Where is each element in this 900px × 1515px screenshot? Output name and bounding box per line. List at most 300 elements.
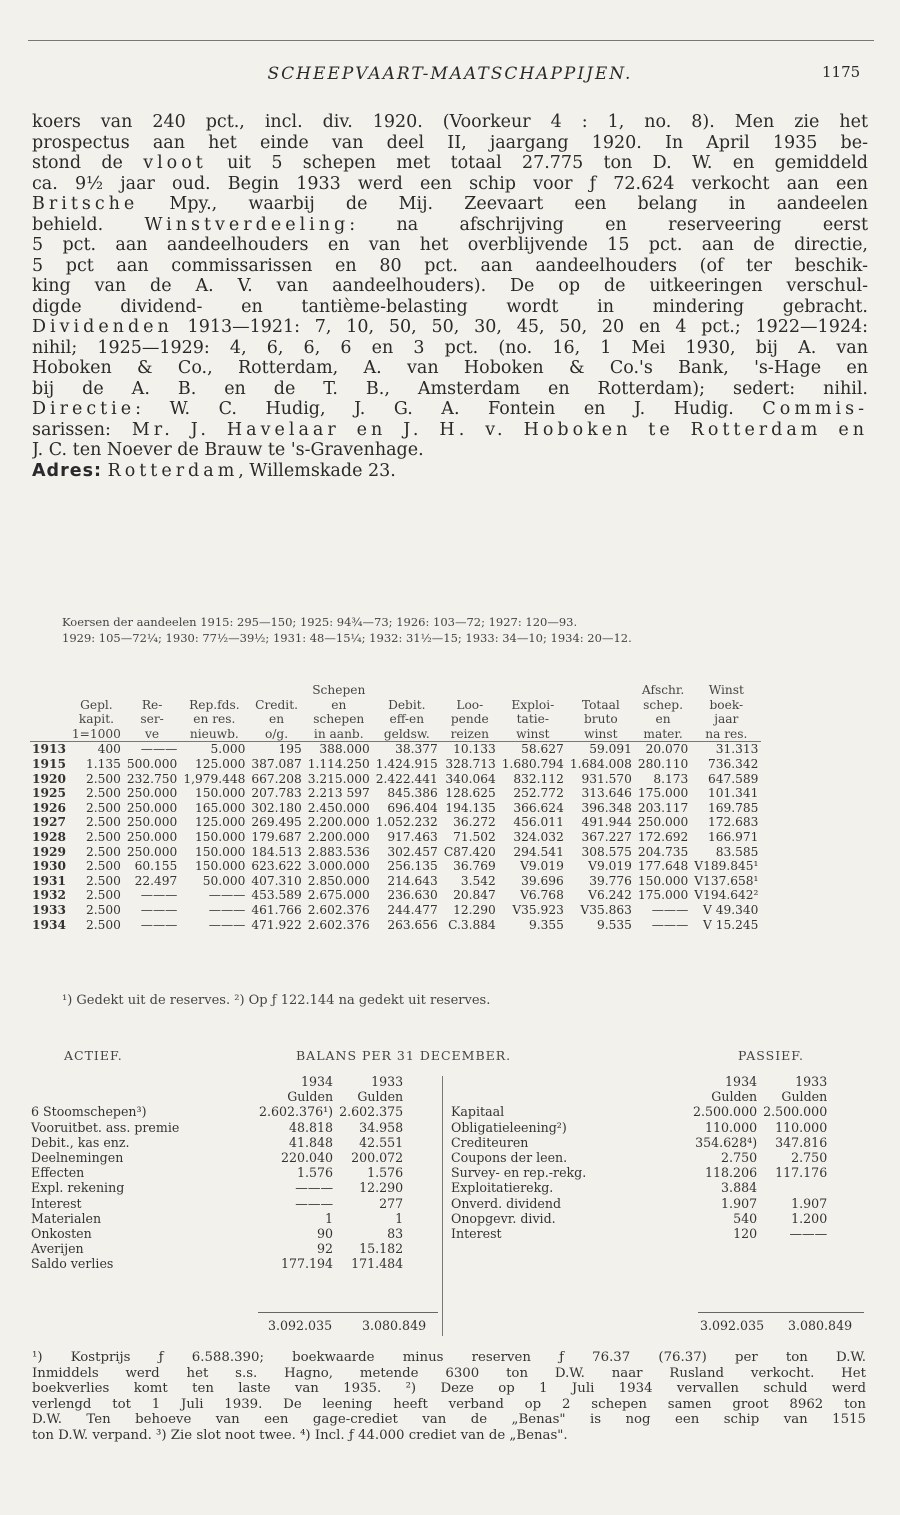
value-cell: 2.883.536 xyxy=(307,844,370,859)
actief-item xyxy=(28,1226,256,1241)
table-row xyxy=(30,888,761,903)
passief-1934: 110.000 xyxy=(705,1119,758,1135)
actief-row xyxy=(28,1120,406,1135)
footnote-line: ¹) Kostprijs ƒ 6.588.390; boekwaarde minus reserven ƒ 76.37 (76.37) per ton D.W. xyxy=(32,1350,866,1365)
actief-1933: 277 xyxy=(379,1195,404,1211)
value-cell: V 15.245 xyxy=(703,917,759,932)
value-cell: 71.502 xyxy=(453,829,496,844)
adres-street: , Willemskade 23. xyxy=(238,460,396,481)
spacer-cell xyxy=(448,1089,690,1104)
unit-row xyxy=(28,1089,406,1104)
item-label: Saldo verlies xyxy=(31,1256,114,1272)
item-label: Stoomschepen³) xyxy=(43,1104,147,1120)
text-run: : na afschrijving en reserveering eerst xyxy=(349,214,868,235)
header-cell: 1=1000 xyxy=(71,726,121,741)
value-cell: 2.500 xyxy=(86,815,121,830)
table-row xyxy=(30,742,761,757)
actief-row xyxy=(28,1211,406,1226)
header-cell xyxy=(248,683,304,698)
passief-row xyxy=(448,1196,830,1211)
table-header-row xyxy=(30,727,761,742)
text-run: Hoboken & Co., Rotterdam, A. van Hoboken & Co.'s Bank, 's-Hage en xyxy=(32,358,868,378)
unit-row xyxy=(448,1089,830,1104)
item-label: Interest xyxy=(31,1195,82,1211)
header-cell xyxy=(30,698,69,713)
value-cell: 667.208 xyxy=(251,771,302,786)
value-cell: 250.000 xyxy=(126,815,178,830)
table-footnote: ¹) Gedekt uit de reserves. ²) Op ƒ 122.144 na gedekt uit reserves. xyxy=(62,993,491,1008)
value-cell: 150.000 xyxy=(194,786,246,801)
header-cell: Rep.fds. xyxy=(189,697,240,712)
text-run: king van de A. V. van aandeelhouders). De op de uitkeeringen verschul- xyxy=(32,276,868,296)
value-cell: 388.000 xyxy=(305,742,373,757)
table-row xyxy=(30,918,761,933)
body-line xyxy=(32,379,868,400)
passief-row xyxy=(448,1226,830,1241)
year-cell: 1913 xyxy=(30,742,69,757)
header-cell: en xyxy=(655,712,671,727)
actief-row xyxy=(28,1180,406,1195)
spaced-term: Dividenden xyxy=(32,317,173,337)
value-cell: 308.575 xyxy=(581,844,632,859)
balance-title: BALANS PER 31 DECEMBER. xyxy=(296,1048,512,1063)
actief-1934: 41.848 xyxy=(288,1134,334,1150)
value-cell: 12.290 xyxy=(453,902,496,917)
value-cell: 396.348 xyxy=(581,800,632,815)
actief-1934: 2.602.376¹) xyxy=(259,1104,334,1120)
value-cell: 324.032 xyxy=(513,829,564,844)
actief-1933: 171.484 xyxy=(351,1256,404,1272)
value-cell: 128.625 xyxy=(445,786,496,801)
value-cell: C.3.884 xyxy=(448,917,496,932)
passief-row xyxy=(448,1120,830,1135)
value-cell: V189.845¹ xyxy=(694,859,759,874)
value-cell: 125.000 xyxy=(194,756,246,771)
year-b: 1933 xyxy=(795,1074,828,1089)
value-cell: 647.589 xyxy=(707,771,759,786)
passief-1934: 3.884 xyxy=(721,1180,758,1196)
value-cell: 2.602.376 xyxy=(307,917,370,932)
value-cell: 150.000 xyxy=(637,873,689,888)
value-cell: 22.497 xyxy=(134,873,178,888)
value-cell: 2.500 xyxy=(86,771,121,786)
value-cell: 50.000 xyxy=(202,873,246,888)
value-cell: 184.513 xyxy=(251,844,302,859)
table-row xyxy=(30,815,761,830)
header-cell: mater. xyxy=(643,726,683,741)
spacer-cell xyxy=(448,1074,690,1089)
passief-item: Crediteuren xyxy=(451,1134,529,1150)
header-cell: bruto xyxy=(583,712,618,727)
body-line xyxy=(32,440,868,461)
value-cell: 3.215.000 xyxy=(307,771,370,786)
actief-row xyxy=(28,1135,406,1150)
passief-1933: 1.907 xyxy=(791,1195,828,1211)
value-cell: 1.680.794 xyxy=(501,756,564,771)
header-cell xyxy=(69,683,124,698)
value-cell: 269.495 xyxy=(251,815,302,830)
value-cell: 3.542 xyxy=(460,873,496,888)
header-cell: Re- xyxy=(141,697,163,712)
passief-total-rule xyxy=(698,1312,864,1313)
unit-a: Gulden xyxy=(287,1089,334,1105)
value-cell: 461.766 xyxy=(251,902,302,917)
header-cell: geldsw. xyxy=(383,726,430,741)
passief-1933: 117.176 xyxy=(775,1165,828,1181)
balance-divider xyxy=(442,1076,443,1336)
header-cell: o/g. xyxy=(264,726,289,741)
running-title: SCHEEPVAART-MAATSCHAPPIJEN. xyxy=(267,64,633,84)
value-cell: 250.000 xyxy=(126,786,178,801)
value-cell: 36.272 xyxy=(453,815,496,830)
table-row xyxy=(30,874,761,889)
value-cell: 9.535 xyxy=(596,917,632,932)
actief-item xyxy=(28,1165,256,1180)
value-cell: 2.500 xyxy=(86,902,121,917)
actief-1934: ——— xyxy=(295,1180,334,1196)
year-row xyxy=(448,1074,830,1089)
spaced-term: Commis- xyxy=(762,399,868,419)
table-header-row xyxy=(30,712,761,727)
passief-1934: 1.907 xyxy=(721,1195,758,1211)
value-cell: 2.500 xyxy=(86,873,121,888)
value-cell: 623.622 xyxy=(251,859,302,874)
passief-1933: 2.500.000 xyxy=(763,1104,828,1120)
year-cell: 1925 xyxy=(32,786,66,801)
value-cell: ——— xyxy=(208,888,246,903)
body-line xyxy=(32,297,868,318)
item-label: Effecten xyxy=(31,1165,85,1181)
body-line xyxy=(32,358,868,379)
value-cell: ——— xyxy=(651,917,689,932)
passief-total-1933: 3.080.849 xyxy=(788,1318,853,1333)
header-cell: schep. xyxy=(643,697,683,712)
value-cell: 387.087 xyxy=(251,756,302,771)
value-cell: 36.769 xyxy=(453,859,496,874)
koersen-line: Koersen der aandeelen 1915: 295—150; 1925: 94¾—73; 1926: 103—72; 1927: 120—93. xyxy=(62,615,578,629)
value-cell: 250.000 xyxy=(126,844,178,859)
value-cell: 931.570 xyxy=(581,771,632,786)
actief-total-1933: 3.080.849 xyxy=(362,1318,427,1333)
item-label: Vooruitbet. ass. premie xyxy=(31,1119,180,1135)
header-cell: na res. xyxy=(705,726,748,741)
year-cell: 1929 xyxy=(32,844,66,859)
year-b: 1933 xyxy=(371,1074,404,1089)
actief-row xyxy=(28,1104,406,1119)
passief-item: Kapitaal xyxy=(451,1104,505,1120)
actief-item xyxy=(28,1196,256,1211)
value-cell: 2.200.000 xyxy=(307,829,370,844)
header-cell: in aanb. xyxy=(313,726,364,741)
value-cell: 407.310 xyxy=(251,873,302,888)
adres-city: Rotterdam xyxy=(107,460,239,481)
table-header-row xyxy=(30,698,761,713)
value-cell: 500.000 xyxy=(126,756,178,771)
text-run: uit 5 schepen met totaal 27.775 ton D. W. en gemiddeld xyxy=(206,153,868,173)
value-cell: 3.000.000 xyxy=(307,859,370,874)
actief-1933: 83 xyxy=(387,1226,404,1242)
value-cell: ——— xyxy=(208,902,246,917)
value-cell: 20.070 xyxy=(635,742,691,757)
passief-item: Exploitatierekg. xyxy=(451,1180,554,1196)
header-cell: Gepl. xyxy=(80,697,113,712)
item-count: 6 xyxy=(31,1104,44,1120)
footnote-line: Inmiddels werd het s.s. Hagno, metende 6300 ton D.W. naar Rusland verkocht. Het xyxy=(32,1365,866,1381)
value-cell: 302.180 xyxy=(251,800,302,815)
text-run: 5 pct aan commissarissen en 80 pct. aan aandeelhouders (of ter beschik- xyxy=(32,255,868,276)
header-cell: Exploi- xyxy=(511,697,555,712)
actief-1933: 200.072 xyxy=(351,1150,404,1166)
value-cell: 340.064 xyxy=(445,771,496,786)
spaced-term: Winstverdeeling xyxy=(144,214,350,235)
header-cell xyxy=(124,683,180,698)
actief-1933: 1 xyxy=(395,1210,404,1226)
body-line xyxy=(32,338,868,359)
value-cell: 2.422.441 xyxy=(375,771,438,786)
header-cell: eff-en xyxy=(389,712,425,727)
item-label: Onkosten xyxy=(31,1226,92,1242)
value-cell: 150.000 xyxy=(194,829,246,844)
passief-item: Onverd. dividend xyxy=(451,1195,562,1211)
value-cell: 31.313 xyxy=(691,742,761,757)
footnote-line: ton D.W. verpand. ³) Zie slot noot twee. ⁴) Incl. ƒ 44.000 crediet van de „Benas". xyxy=(32,1427,568,1443)
table-row xyxy=(30,859,761,874)
passief-1934: 2.500.000 xyxy=(693,1104,758,1120)
value-cell: 256.135 xyxy=(387,859,438,874)
adres-line xyxy=(32,461,868,482)
year-a: 1934 xyxy=(301,1074,334,1089)
value-cell: 8.173 xyxy=(653,771,689,786)
value-cell: V6.242 xyxy=(588,888,632,903)
passief-table xyxy=(448,1074,830,1241)
actief-item xyxy=(28,1135,256,1150)
header-cell: ve xyxy=(145,726,160,741)
header-cell xyxy=(30,727,69,742)
text-run: 5 pct. aan aandeelhouders en van het overblijvende 15 pct. aan de directie, xyxy=(32,235,868,255)
value-cell: 2.850.000 xyxy=(307,873,370,888)
value-cell: 172.692 xyxy=(637,829,689,844)
value-cell: 204.735 xyxy=(637,844,689,859)
unit-b: Gulden xyxy=(781,1089,828,1105)
value-cell: 917.463 xyxy=(387,829,438,844)
value-cell: 2.500 xyxy=(86,888,121,903)
spacer-cell xyxy=(28,1074,256,1089)
text-run: koers van 240 pct., incl. div. 1920. (Voorkeur 4 : 1, no. 8). Men zie het xyxy=(32,112,868,132)
value-cell: 2.213 597 xyxy=(307,786,370,801)
actief-item xyxy=(28,1120,256,1135)
value-cell: 263.656 xyxy=(387,917,438,932)
value-cell: 150.000 xyxy=(194,844,246,859)
spaced-term: vloot xyxy=(143,153,207,173)
passief-item: Onopgevr. divid. xyxy=(451,1210,556,1226)
financial-table xyxy=(30,683,761,932)
value-cell: 252.772 xyxy=(513,786,564,801)
year-cell: 1920 xyxy=(32,771,66,786)
value-cell: 280.110 xyxy=(637,756,689,771)
actief-row xyxy=(28,1165,406,1180)
header-cell: en xyxy=(269,712,285,727)
passief-1934: 2.750 xyxy=(721,1150,758,1166)
value-cell: 845.386 xyxy=(387,786,438,801)
value-cell: 471.922 xyxy=(251,917,302,932)
value-cell: 491.944 xyxy=(581,815,632,830)
footnote-line: boekverlies komt ten laste van 1935. ²) Deze op 1 Juli 1934 vervallen schuld werd xyxy=(32,1381,866,1397)
passief-1934: 540 xyxy=(733,1210,758,1226)
spaced-term: Directie xyxy=(32,399,136,419)
actief-1934: 220.040 xyxy=(280,1150,334,1166)
body-line xyxy=(32,194,868,215)
body-line xyxy=(32,112,868,133)
header-cell: ser- xyxy=(140,712,164,727)
value-cell: V194.642² xyxy=(694,888,759,903)
value-cell: 60.155 xyxy=(134,859,178,874)
value-cell: 207.783 xyxy=(251,786,302,801)
passief-item: Obligatieleening²) xyxy=(451,1119,567,1135)
value-cell: 2.500 xyxy=(86,786,121,801)
header-cell: pende xyxy=(450,712,489,727)
actief-item xyxy=(28,1104,256,1119)
text-run: prospectus aan het einde van deel II, jaargang 1920. In April 1935 be- xyxy=(32,132,868,153)
value-cell: 2.500 xyxy=(86,844,121,859)
passief-item: Interest xyxy=(451,1226,502,1242)
table-row xyxy=(30,845,761,860)
year-cell: 1930 xyxy=(32,859,66,874)
value-cell: 250.000 xyxy=(637,815,689,830)
body-line xyxy=(32,317,868,338)
table-row xyxy=(30,772,761,787)
footnotes xyxy=(32,1350,866,1444)
spaced-term: Britsche xyxy=(32,194,139,214)
value-cell: 453.589 xyxy=(251,888,302,903)
value-cell: ——— xyxy=(140,902,178,917)
unit-b: Gulden xyxy=(357,1089,404,1105)
header-cell: nieuwb. xyxy=(189,726,239,741)
actief-item xyxy=(28,1211,256,1226)
value-cell: V35.863 xyxy=(580,902,632,917)
body-line xyxy=(32,153,868,174)
page-number: 1175 xyxy=(822,63,861,81)
actief-row xyxy=(28,1150,406,1165)
header-cell xyxy=(441,683,499,698)
passief-1933: 1.200 xyxy=(791,1210,828,1226)
actief-row xyxy=(28,1241,406,1256)
actief-1933: 2.602.375 xyxy=(339,1104,404,1120)
footnote-line: D.W. Ten behoeve van een gage-crediet van de „Benas" is nog een schip van 1515 xyxy=(32,1412,866,1428)
value-cell: 101.341 xyxy=(707,786,759,801)
year-cell: 1933 xyxy=(32,902,66,917)
value-cell: 20.847 xyxy=(453,888,496,903)
year-cell: 1915 xyxy=(32,756,66,771)
text-run: : W. C. Hudig, J. G. A. Fontein en J. Hudig. xyxy=(135,399,763,419)
value-cell: 175.000 xyxy=(637,888,689,903)
year-row xyxy=(28,1074,406,1089)
actief-1933: 1.576 xyxy=(367,1165,404,1181)
value-cell: 1.684.008 xyxy=(569,756,632,771)
header-cell: Credit. xyxy=(255,697,298,712)
actief-item xyxy=(28,1241,256,1256)
text-run: J. C. ten Noever de Brauw te 's-Gravenhage. xyxy=(32,440,424,460)
value-cell: ——— xyxy=(124,742,180,757)
header-cell xyxy=(567,683,635,698)
header-cell xyxy=(499,683,567,698)
actief-label: ACTIEF. xyxy=(64,1048,123,1063)
value-cell: 150.000 xyxy=(194,859,246,874)
body-line xyxy=(32,235,868,256)
value-cell: 39.696 xyxy=(521,873,564,888)
adres-label: Adres: xyxy=(32,460,102,481)
table-row xyxy=(30,903,761,918)
passief-total-1934: 3.092.035 xyxy=(700,1318,765,1333)
actief-1933: 12.290 xyxy=(359,1180,404,1196)
passief-1933: 347.816 xyxy=(775,1134,828,1150)
actief-1934: 1.576 xyxy=(297,1165,334,1181)
header-cell: winst xyxy=(584,726,618,741)
passief-1934: 118.206 xyxy=(705,1165,758,1181)
body-line xyxy=(32,399,868,420)
item-label: Debit., kas enz. xyxy=(31,1134,130,1150)
header-cell: en xyxy=(331,697,347,712)
actief-item xyxy=(28,1150,256,1165)
value-cell: V35.923 xyxy=(512,902,564,917)
item-label: Expl. rekening xyxy=(31,1180,125,1196)
passief-row xyxy=(448,1150,830,1165)
header-cell: reizen xyxy=(450,726,490,741)
actief-1934: ——— xyxy=(295,1195,334,1211)
header-cell: Loo- xyxy=(456,697,484,712)
value-cell: 195 xyxy=(248,742,304,757)
passief-row xyxy=(448,1180,830,1195)
body-line xyxy=(32,256,868,277)
header-cell: kapit. xyxy=(78,712,114,727)
koersen-line: 1929: 105—72¼; 1930: 77½—39½; 1931: 48—15¼; 1932: 31½—15; 1933: 34—10; 1934: 20—12. xyxy=(62,631,632,645)
value-cell: 38.377 xyxy=(373,742,441,757)
value-cell: 2.500 xyxy=(86,917,121,932)
header-cell: en res. xyxy=(193,712,236,727)
value-cell: 313.646 xyxy=(581,786,632,801)
value-cell: 250.000 xyxy=(126,829,178,844)
value-cell: 58.627 xyxy=(499,742,567,757)
value-cell: 400 xyxy=(69,742,124,757)
value-cell: V9.019 xyxy=(520,859,564,874)
passief-label: PASSIEF. xyxy=(738,1048,804,1063)
text-run: nihil; 1925—1929: 4, 6, 6, 6 en 3 pct. (no. 16, 1 Mei 1930, bij A. van xyxy=(32,337,868,358)
value-cell: 2.675.000 xyxy=(307,888,370,903)
actief-total-1934: 3.092.035 xyxy=(268,1318,333,1333)
body-line xyxy=(32,276,868,297)
passief-1933: 2.750 xyxy=(791,1150,828,1166)
value-cell: 366.624 xyxy=(513,800,564,815)
year-a: 1934 xyxy=(725,1074,758,1089)
value-cell: 250.000 xyxy=(126,800,178,815)
value-cell: 1.052.232 xyxy=(375,815,438,830)
value-cell: 736.342 xyxy=(707,756,759,771)
actief-1933: 34.958 xyxy=(359,1119,404,1135)
table-row xyxy=(30,757,761,772)
passief-row xyxy=(448,1211,830,1226)
value-cell: 165.000 xyxy=(194,800,246,815)
value-cell: 2.602.376 xyxy=(307,902,370,917)
text-run: digde dividend- en tantième-belasting wordt in mindering gebracht. xyxy=(32,296,868,317)
value-cell: ——— xyxy=(140,917,178,932)
actief-1934: 90 xyxy=(317,1226,334,1242)
value-cell: 1,979.448 xyxy=(183,771,246,786)
year-cell: 1931 xyxy=(32,873,66,888)
value-cell: V9.019 xyxy=(588,859,632,874)
value-cell: 10.133 xyxy=(441,742,499,757)
table-row xyxy=(30,786,761,801)
table-row xyxy=(30,830,761,845)
value-cell: 1.424.915 xyxy=(375,756,438,771)
